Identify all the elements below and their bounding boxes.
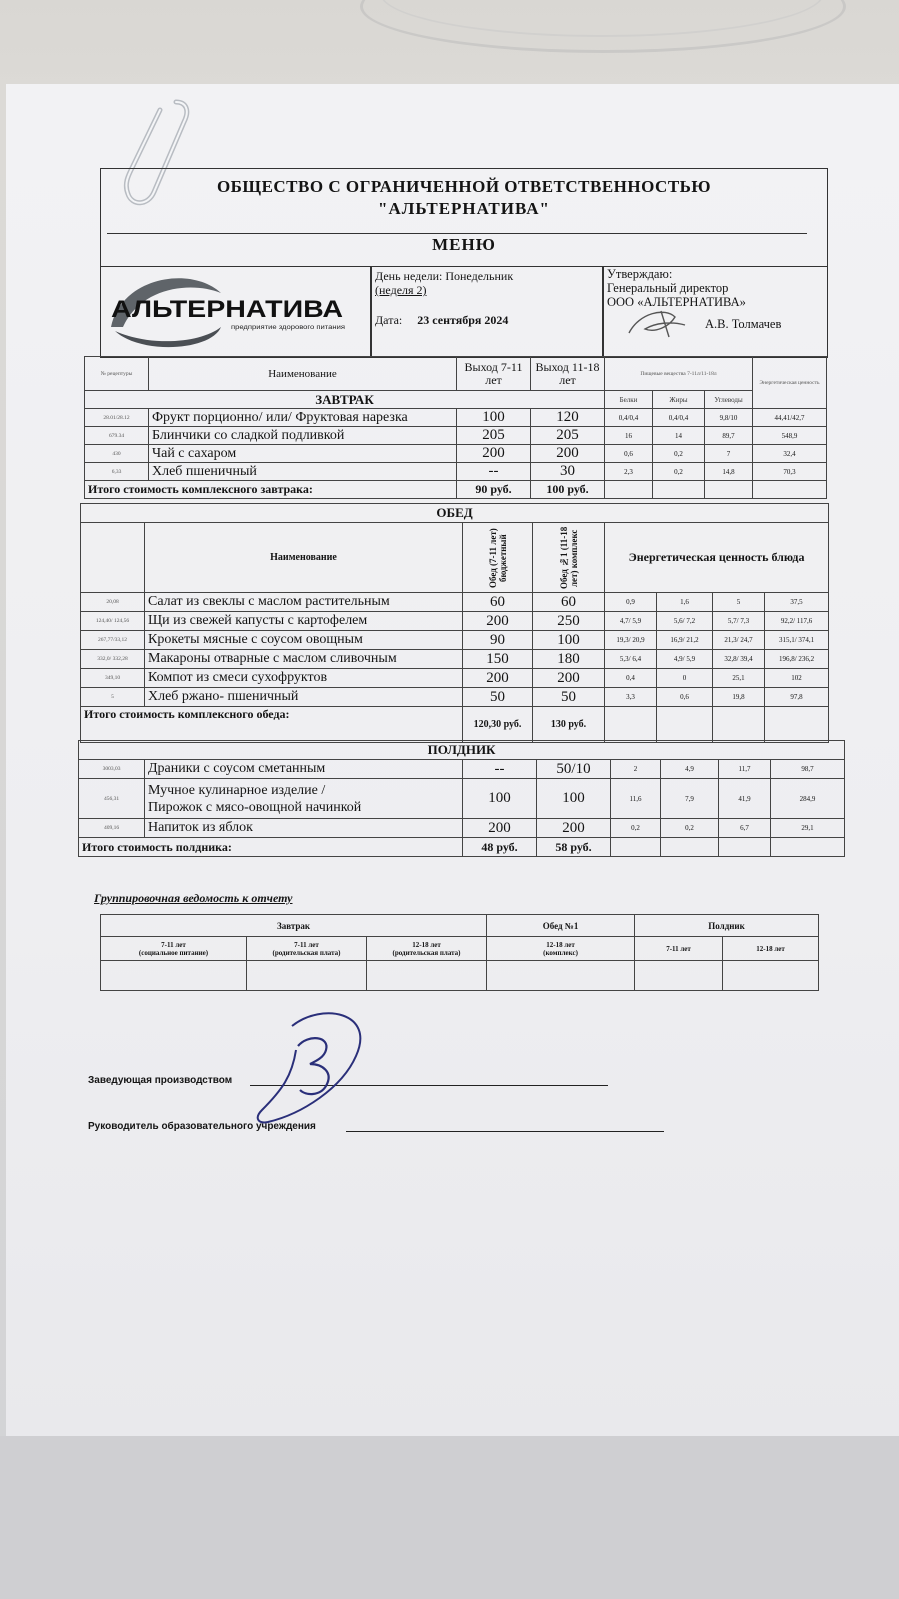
fat-header: Жиры	[653, 391, 705, 409]
carbs-value: 14,8	[705, 463, 753, 481]
table-row	[79, 760, 845, 779]
output-7-11: 100	[457, 409, 531, 427]
recipe-number: 20,08	[81, 593, 145, 612]
recipe-number: 456,31	[79, 779, 145, 819]
recipe-number: 430	[85, 445, 149, 463]
dish-name-line2: Пирожок с мясо-овощной начинкой	[148, 799, 362, 815]
fat-value: 4,9	[661, 760, 719, 779]
output-11-18: 60	[533, 593, 605, 612]
day-label: День недели:	[375, 269, 443, 283]
dish-name: Чай с сахаром	[149, 445, 457, 463]
fat-value: 0,4/0,4	[653, 409, 705, 427]
col-energy-header: Энергетическая ценность	[753, 357, 827, 409]
energy-value: 44,41/42,7	[753, 409, 827, 427]
head-education-signature-line	[346, 1131, 664, 1132]
breakfast-table	[84, 356, 827, 499]
snack-total-7-11: 48 руб.	[463, 838, 537, 857]
carbs-value: 25,1	[713, 669, 765, 688]
group-lunch-header: Обед №1	[487, 915, 635, 937]
org-name-line1: ОБЩЕСТВО С ОГРАНИЧЕННОЙ ОТВЕТСТВЕННОСТЬЮ	[216, 177, 712, 196]
header-divider	[107, 233, 807, 234]
group-col4-sub: (комплекс)	[543, 948, 578, 957]
col-recipe-header: № рецептуры	[85, 357, 149, 391]
output-7-11: 200	[463, 669, 533, 688]
energy-value: 102	[765, 669, 829, 688]
lunch-col-output2-header: Обед №1 (11-18 лет) комплекс	[558, 526, 579, 589]
table-row	[85, 409, 827, 427]
output-11-18: 120	[531, 409, 605, 427]
approve-name: А.В. Толмачев	[705, 317, 782, 331]
output-7-11: --	[457, 463, 531, 481]
group-col2-sub: (родительская плата)	[272, 948, 341, 957]
output-7-11: 100	[463, 779, 537, 819]
dish-name: Напиток из яблок	[145, 819, 463, 838]
fat-value: 16,9/ 21,2	[657, 631, 713, 650]
fat-value: 5,6/ 7,2	[657, 612, 713, 631]
group-col6: 12-18 лет	[723, 937, 819, 961]
head-education-label: Руководитель образовательного учреждения	[88, 1121, 316, 1132]
group-col2: 7-11 лет	[294, 940, 319, 949]
carbs-value: 6,7	[719, 819, 771, 838]
approve-label: Утверждаю:	[607, 267, 673, 281]
carbs-value: 89,7	[705, 427, 753, 445]
week-number: (неделя 2)	[375, 283, 427, 297]
energy-value: 92,2/ 117,6	[765, 612, 829, 631]
group-col5: 7-11 лет	[635, 937, 723, 961]
output-11-18: 30	[531, 463, 605, 481]
output-11-18: 250	[533, 612, 605, 631]
output-11-18: 50/10	[537, 760, 611, 779]
document-header	[100, 168, 828, 273]
energy-value: 98,7	[771, 760, 845, 779]
day-info-box	[370, 266, 604, 358]
protein-value: 4,7/ 5,9	[605, 612, 657, 631]
fat-value: 1,6	[657, 593, 713, 612]
head-production-label: Заведующая производством	[88, 1075, 233, 1086]
director-signature-icon	[625, 303, 705, 343]
org-name-line2: "АЛЬТЕРНАТИВА"	[378, 199, 550, 218]
output-7-11: --	[463, 760, 537, 779]
output-11-18: 100	[533, 631, 605, 650]
energy-value: 315,1/ 374,1	[765, 631, 829, 650]
lunch-table	[80, 503, 829, 743]
protein-value: 0,6	[605, 445, 653, 463]
output-11-18: 205	[531, 427, 605, 445]
recipe-number: 349,10	[81, 669, 145, 688]
lunch-total-7-11: 120,30 руб.	[463, 707, 533, 743]
table-row	[81, 669, 829, 688]
snack-section-title: ПОЛДНИК	[79, 741, 845, 760]
energy-value: 196,8/ 236,2	[765, 650, 829, 669]
protein-value: 16	[605, 427, 653, 445]
dish-name: Компот из смеси сухофруктов	[145, 669, 463, 688]
recipe-number: 3003,03	[79, 760, 145, 779]
carbs-value: 32,8/ 39,4	[713, 650, 765, 669]
recipe-number: 267,77/33,12	[81, 631, 145, 650]
breakfast-total-11-18: 100 руб.	[531, 481, 605, 499]
day-value: Понедельник	[445, 269, 514, 283]
protein-value: 0,2	[611, 819, 661, 838]
output-7-11: 60	[463, 593, 533, 612]
breakfast-total-label: Итого стоимость комплексного завтрака:	[85, 481, 457, 499]
lunch-total-label: Итого стоимость комплексного обеда:	[81, 707, 463, 743]
protein-value: 5,3/ 6,4	[605, 650, 657, 669]
group-col3: 12-18 лет	[412, 940, 441, 949]
handwritten-signature-icon	[252, 1006, 382, 1136]
energy-value: 37,5	[765, 593, 829, 612]
approve-position: Генеральный директор	[607, 281, 729, 295]
snack-table	[78, 740, 845, 857]
carbs-header: Углеводы	[705, 391, 753, 409]
output-7-11: 200	[463, 612, 533, 631]
protein-value: 11,6	[611, 779, 661, 819]
logo-lettering: АЛЬТЕРНАТИВА	[111, 296, 343, 323]
carbs-value: 21,3/ 24,7	[713, 631, 765, 650]
protein-value: 2	[611, 760, 661, 779]
energy-value: 284,9	[771, 779, 845, 819]
lunch-col-output1-header: Обед (7-11 лет) бюджетный	[487, 527, 508, 588]
recipe-number: 6,33	[85, 463, 149, 481]
output-11-18: 200	[533, 669, 605, 688]
output-7-11: 200	[463, 819, 537, 838]
snack-total-label: Итого стоимость полдника:	[79, 838, 463, 857]
output-11-18: 100	[537, 779, 611, 819]
dish-name: Салат из свеклы с маслом растительным	[145, 593, 463, 612]
group-col4: 12-18 лет	[546, 940, 575, 949]
lunch-col-energy-header: Энергетическая ценность блюда	[605, 523, 829, 593]
output-7-11: 205	[457, 427, 531, 445]
protein-value: 19,3/ 20,9	[605, 631, 657, 650]
col-nutrients-header: Пищевые вещества 7-11л/11-18л	[605, 357, 753, 391]
fat-value: 4,9/ 5,9	[657, 650, 713, 669]
dish-name: Блинчики со сладкой подливкой	[149, 427, 457, 445]
dish-name: Макароны отварные с маслом сливочным	[145, 650, 463, 669]
fat-value: 0	[657, 669, 713, 688]
group-empty-row	[101, 961, 819, 991]
dish-name: Крокеты мясные с соусом овощным	[145, 631, 463, 650]
protein-value: 0,9	[605, 593, 657, 612]
recipe-number: 124,40/ 124,56	[81, 612, 145, 631]
table-row	[79, 779, 845, 819]
output-7-11: 90	[463, 631, 533, 650]
lunch-total-row	[81, 707, 829, 743]
carbs-value: 5	[713, 593, 765, 612]
protein-value: 3,3	[605, 688, 657, 707]
carbs-value: 11,7	[719, 760, 771, 779]
energy-value: 29,1	[771, 819, 845, 838]
approval-box	[602, 266, 828, 358]
output-7-11: 50	[463, 688, 533, 707]
group-col3-sub: (родительская плата)	[392, 948, 461, 957]
lunch-section-title: ОБЕД	[81, 504, 829, 523]
recipe-number: 332,0/ 332,28	[81, 650, 145, 669]
group-report-table	[100, 914, 819, 991]
group-breakfast-header: Завтрак	[101, 915, 487, 937]
fat-value: 7,9	[661, 779, 719, 819]
energy-value: 97,8	[765, 688, 829, 707]
carbs-value: 41,9	[719, 779, 771, 819]
alternativa-logo-icon	[101, 267, 369, 355]
dish-name: Драники с соусом сметанным	[145, 760, 463, 779]
fat-value: 0,2	[661, 819, 719, 838]
logo-box	[100, 266, 372, 358]
breakfast-section-title: ЗАВТРАК	[85, 391, 605, 409]
table-row	[81, 612, 829, 631]
output-7-11: 200	[457, 445, 531, 463]
date-value: 23 сентября 2024	[417, 313, 509, 327]
recipe-number: 679.34	[85, 427, 149, 445]
col-output2-header: Выход 11-18 лет	[531, 357, 605, 391]
table-row	[85, 445, 827, 463]
col-name-header: Наименование	[149, 357, 457, 391]
lunch-col-name-header: Наименование	[145, 523, 463, 593]
output-11-18: 200	[537, 819, 611, 838]
carbs-value: 5,7/ 7,3	[713, 612, 765, 631]
date-label: Дата:	[375, 313, 403, 327]
energy-value: 70,3	[753, 463, 827, 481]
output-7-11: 150	[463, 650, 533, 669]
desk-surface	[0, 1436, 899, 1599]
menu-title: МЕНЮ	[432, 235, 496, 254]
table-row	[81, 688, 829, 707]
table-row	[81, 593, 829, 612]
table-row	[85, 463, 827, 481]
output-11-18: 50	[533, 688, 605, 707]
fat-value: 0,2	[653, 463, 705, 481]
dish-name: Мучное кулинарное изделие /	[148, 782, 326, 798]
protein-header: Белки	[605, 391, 653, 409]
dish-name: Хлеб ржано- пшеничный	[145, 688, 463, 707]
protein-value: 0,4/0,4	[605, 409, 653, 427]
dish-name: Щи из свежей капусты с картофелем	[145, 612, 463, 631]
fat-value: 14	[653, 427, 705, 445]
recipe-number: 5	[81, 688, 145, 707]
carbs-value: 7	[705, 445, 753, 463]
group-report-title: Группировочная ведомость к отчету	[94, 891, 293, 905]
breakfast-total-row	[85, 481, 827, 499]
snack-total-11-18: 58 руб.	[537, 838, 611, 857]
dish-name: Фрукт порционно/ или/ Фруктовая нарезка	[149, 409, 457, 427]
dish-name: Хлеб пшеничный	[149, 463, 457, 481]
energy-value: 548,9	[753, 427, 827, 445]
group-col1: 7-11 лет	[161, 940, 186, 949]
energy-value: 32,4	[753, 445, 827, 463]
table-row	[81, 650, 829, 669]
protein-value: 0,4	[605, 669, 657, 688]
output-11-18: 200	[531, 445, 605, 463]
recipe-number: 28.01/28.12	[85, 409, 149, 427]
lunch-total-11-18: 130 руб.	[533, 707, 605, 743]
protein-value: 2,3	[605, 463, 653, 481]
recipe-number: 409,16	[79, 819, 145, 838]
group-snack-header: Полдник	[635, 915, 819, 937]
breakfast-total-7-11: 90 руб.	[457, 481, 531, 499]
fat-value: 0,2	[653, 445, 705, 463]
col-output1-header: Выход 7-11 лет	[457, 357, 531, 391]
snack-total-row	[79, 838, 845, 857]
table-row	[85, 427, 827, 445]
carbs-value: 19,8	[713, 688, 765, 707]
approve-company: ООО «АЛЬТЕРНАТИВА»	[607, 295, 746, 309]
logo-subtitle: предприятие здорового питания	[231, 324, 346, 331]
table-row	[81, 631, 829, 650]
group-col1-sub: (социальное питание)	[138, 948, 209, 957]
carbs-value: 9,8/10	[705, 409, 753, 427]
fat-value: 0,6	[657, 688, 713, 707]
table-row	[79, 819, 845, 838]
output-11-18: 180	[533, 650, 605, 669]
